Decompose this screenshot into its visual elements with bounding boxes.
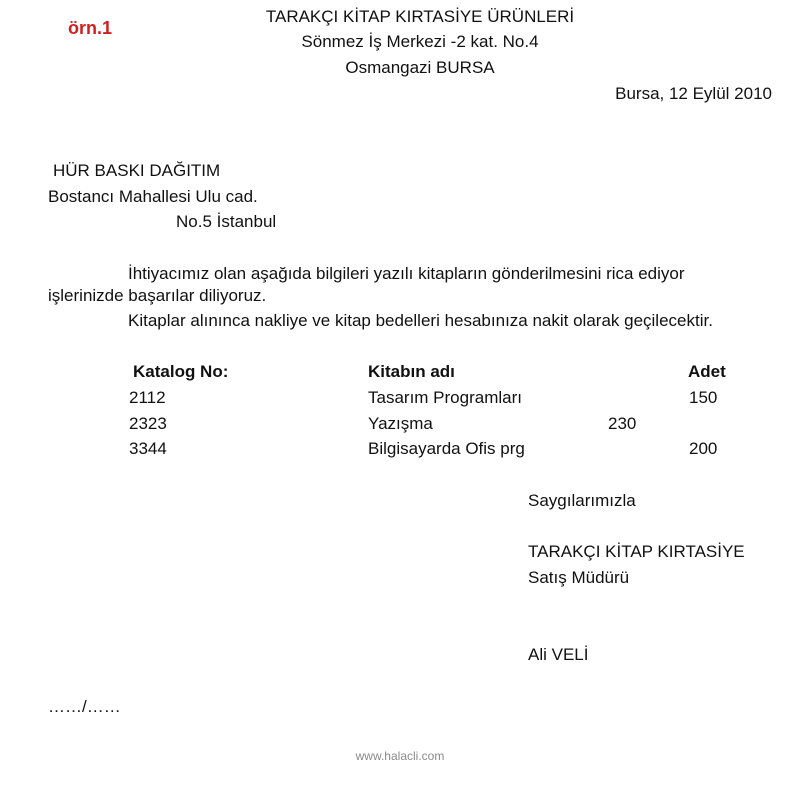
- sender-name: TARAKÇI KİTAP KIRTASİYE ÜRÜNLERİ: [265, 7, 575, 26]
- body-paragraph1-line1: İhtiyacımız olan aşağıda bilgileri yazılı kitapların gönderilmesini rica ediyor: [128, 264, 685, 283]
- row-quantity: 200: [689, 439, 718, 458]
- header-quantity: Adet: [688, 362, 726, 381]
- header-book-name: Kitabın adı: [368, 362, 455, 381]
- row-quantity: 150: [689, 388, 718, 407]
- row-book-name: Bilgisayarda Ofis prg: [368, 439, 525, 458]
- row-book-name: Yazışma: [368, 414, 433, 433]
- closing-greeting: Saygılarımızla: [528, 491, 636, 510]
- closing-title: Satış Müdürü: [528, 568, 630, 587]
- body-paragraph1-line2: işlerinizde başarılar diliyoruz.: [48, 286, 267, 305]
- sender-address-line2: Osmangazi BURSA: [345, 58, 495, 77]
- recipient-name: HÜR BASKI DAĞITIM: [53, 161, 221, 180]
- closing-company: TARAKÇI KİTAP KIRTASİYE: [528, 542, 745, 561]
- body-paragraph2: Kitaplar alınınca nakliye ve kitap bedelleri hesabınıza nakit olarak geçilecektir.: [128, 311, 713, 330]
- footer-website[interactable]: www.halacli.com: [355, 749, 445, 763]
- row-catalog-no: 2112: [129, 388, 166, 407]
- header-catalog-no: Katalog No:: [133, 362, 229, 381]
- recipient-address-line1: Bostancı Mahallesi Ulu cad.: [48, 187, 258, 206]
- row-catalog-no: 2323: [129, 414, 167, 433]
- sender-address-line1: Sönmez İş Merkezi -2 kat. No.4: [301, 32, 539, 51]
- recipient-address-line2: No.5 İstanbul: [176, 212, 277, 231]
- attachment-note: ……/……: [48, 697, 121, 716]
- signatory-name: Ali VELİ: [528, 645, 589, 664]
- row-quantity: 230: [608, 414, 637, 433]
- row-book-name: Tasarım Programları: [368, 388, 522, 407]
- row-catalog-no: 3344: [129, 439, 167, 458]
- example-label: örn.1: [68, 18, 113, 38]
- letter-date: Bursa, 12 Eylül 2010: [615, 84, 772, 103]
